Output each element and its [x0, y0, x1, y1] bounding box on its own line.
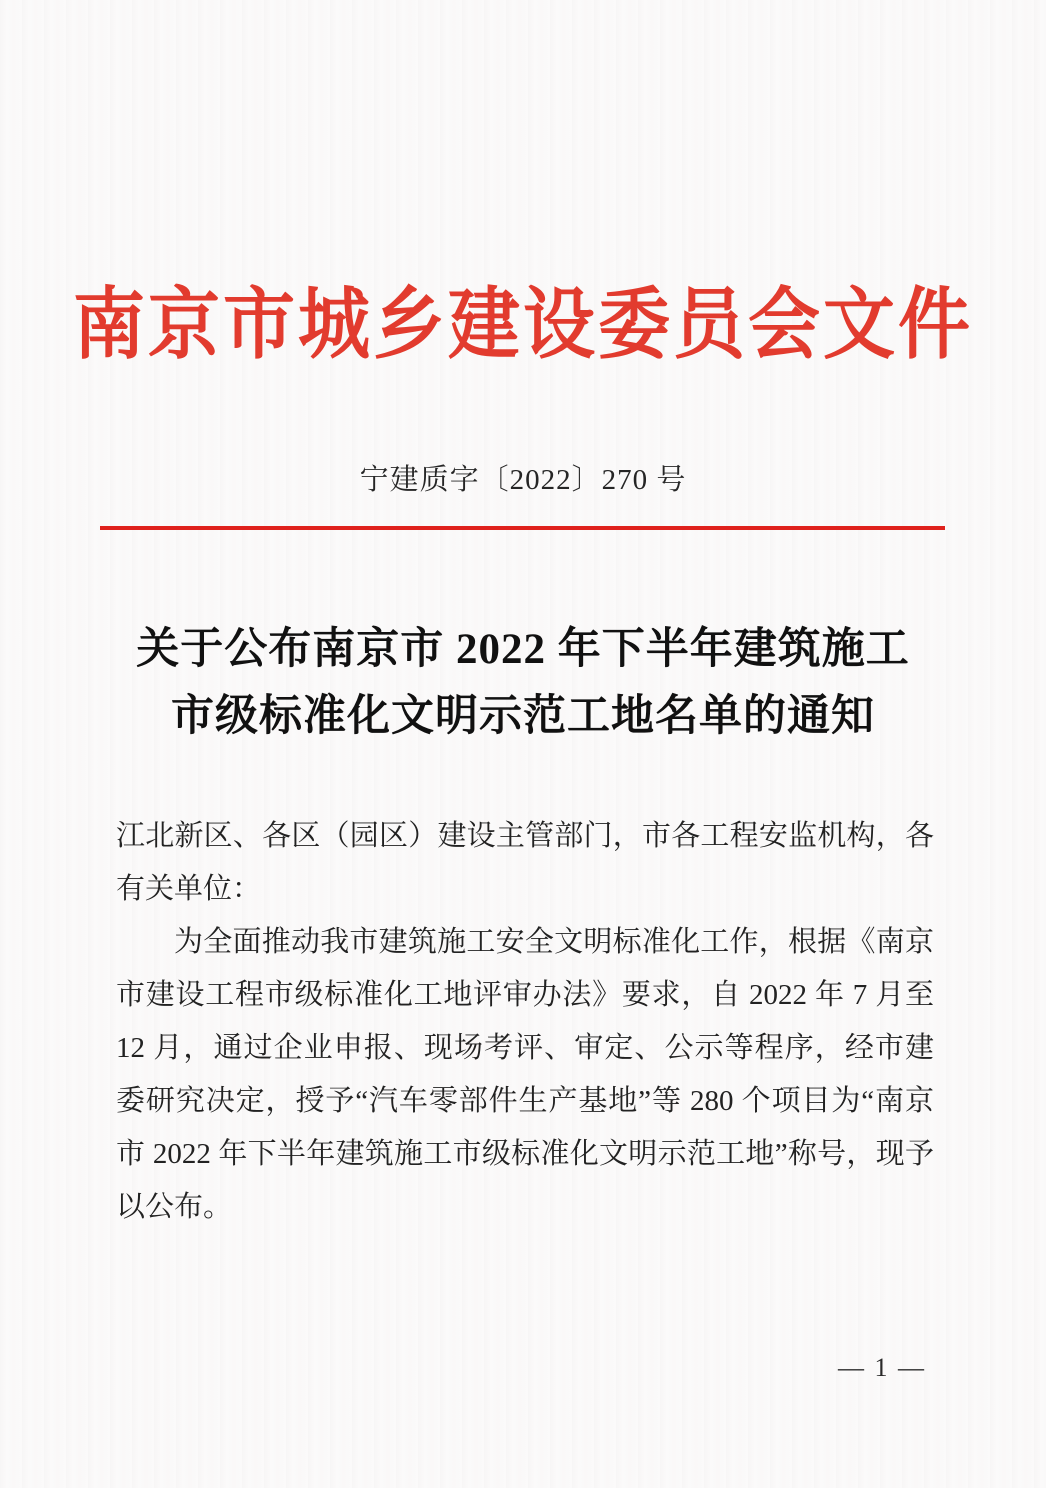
red-divider-line — [100, 526, 945, 530]
salutation: 江北新区、各区（园区）建设主管部门，市各工程安监机构，各有关单位： — [116, 820, 934, 905]
org-title: 南京市城乡建设委员会文件 — [72, 281, 973, 369]
document-title-line2: 市级标准化文明示范工地名单的通知 — [171, 693, 875, 740]
page-number: — 1 — — [838, 1353, 926, 1382]
body-paragraph: 为全面推动我市建筑施工安全文明标准化工作，根据《南京市建设工程市级标准化工地评审办法》要求，自 2022 年 7 月至 12 月，通过企业申报、现场考评、审定、公示等程序，经市建委研究决定，授予“汽车零部件生产基地”等 280 个项目为“南京市 2022 年下半年建筑施工市级标准化文明示范工地”称号，现予以公布。 — [116, 926, 934, 1223]
document-title — [0, 616, 1046, 750]
document-title-line1: 关于公布南京市 2022 年下半年建筑施工 — [136, 626, 910, 673]
document-body — [116, 810, 934, 1234]
document-number: 宁建质字〔2022〕270 号 — [359, 464, 687, 496]
